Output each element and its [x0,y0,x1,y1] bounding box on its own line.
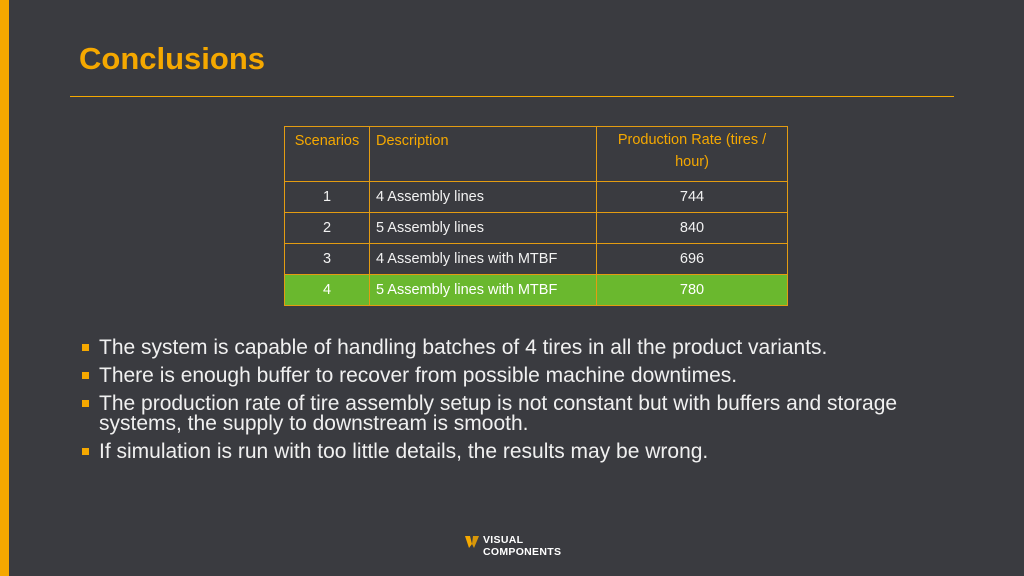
square-bullet-icon [82,344,89,351]
table-header-row [285,127,788,182]
visual-components-logo-icon [465,535,479,549]
table-row-highlighted [285,275,788,306]
slide-title: Conclusions [79,41,266,76]
cell-rate: 744 [597,182,788,213]
cell-scenario: 3 [285,244,370,275]
cell-description: 5 Assembly lines [370,213,597,244]
table-row [285,244,788,275]
list-item-text: There is enough buffer to recover from possible machine downtimes. [99,364,738,387]
header-description: Description [370,127,597,182]
list-item-text: The system is capable of handling batches of 4 tires in all the product variants. [99,336,828,359]
cell-rate: 696 [597,244,788,275]
cell-description: 4 Assembly lines with MTBF [370,244,597,275]
list-item [82,442,962,462]
conclusions-list [82,338,962,470]
list-item [82,366,962,386]
cell-scenario: 4 [285,275,370,306]
list-item-text: The production rate of tire assembly setup is not constant but with buffers and storage systems, the supply to downstream is smooth. [99,392,898,435]
visual-components-logo [465,534,561,558]
cell-rate: 780 [597,275,788,306]
table-row [285,182,788,213]
header-production-rate: Production Rate (tires / hour) [597,127,788,182]
cell-rate: 840 [597,213,788,244]
title-divider [70,96,954,97]
accent-side-bar [0,0,9,576]
scenarios-table [284,126,788,306]
logo-line-2: COMPONENTS [483,546,562,558]
cell-description: 5 Assembly lines with MTBF [370,275,597,306]
square-bullet-icon [82,400,89,407]
list-item [82,394,962,434]
header-scenarios: Scenarios [285,127,370,182]
list-item [82,338,962,358]
logo-line-1: VISUAL [483,534,524,546]
square-bullet-icon [82,372,89,379]
square-bullet-icon [82,448,89,455]
cell-scenario: 2 [285,213,370,244]
list-item-text: If simulation is run with too little details, the results may be wrong. [99,440,709,463]
cell-scenario: 1 [285,182,370,213]
logo-wordmark [483,534,561,558]
cell-description: 4 Assembly lines [370,182,597,213]
table-row [285,213,788,244]
